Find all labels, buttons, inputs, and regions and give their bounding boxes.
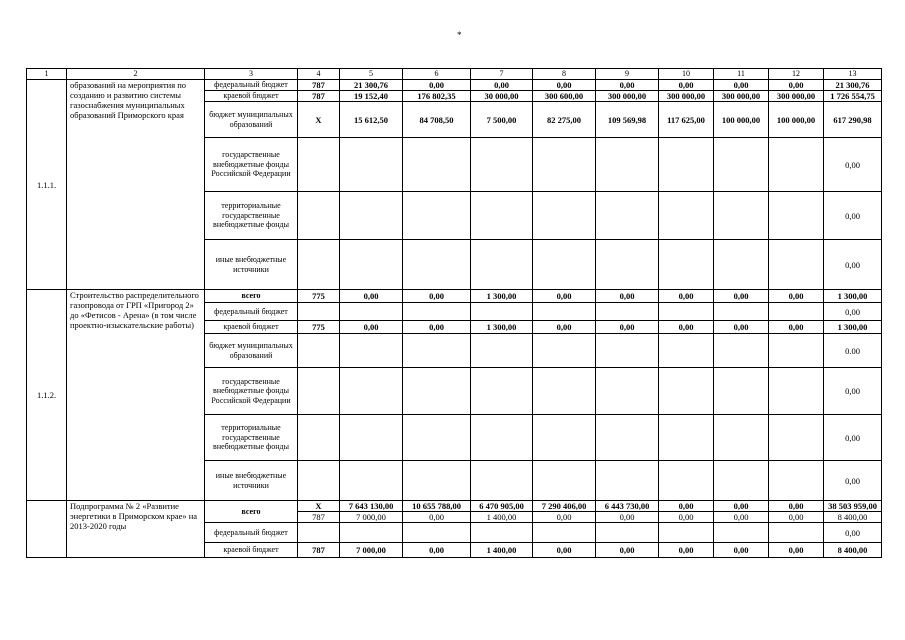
value-cell <box>340 240 403 290</box>
value-cell <box>596 138 659 192</box>
value-cell: 0,00 <box>659 543 714 558</box>
value-bottom: 1 400,00 <box>471 511 532 522</box>
value-cell <box>659 415 714 461</box>
value-cell <box>659 192 714 240</box>
funding-source: государственные внебюджетные фонды Российской Федерации <box>205 368 298 415</box>
value-bottom: 0,00 <box>533 511 595 522</box>
value-cell: 0,00 <box>824 415 882 461</box>
funding-source: иные внебюджетные источники <box>205 240 298 290</box>
value-cell: 1 300,00 <box>471 321 533 334</box>
value-cell: 300 600,00 <box>533 91 596 102</box>
value-cell <box>596 501 659 523</box>
value-cell <box>659 303 714 321</box>
value-cell <box>714 523 769 543</box>
value-cell: 0,00 <box>533 321 596 334</box>
item-name: Подпрограмма № 2 «Развитие энергетики в Приморском крае» на 2013-2020 годы <box>67 501 205 558</box>
funding-source: всего <box>205 290 298 303</box>
value-cell: 30 000,00 <box>471 91 533 102</box>
value-cell: 1 300,00 <box>471 290 533 303</box>
value-cell: 8 400,00 <box>824 543 882 558</box>
grbs-cell: X <box>298 102 340 138</box>
value-cell: 0,00 <box>714 543 769 558</box>
value-cell <box>533 523 596 543</box>
header-cell: 5 <box>340 69 403 80</box>
value-cell <box>824 501 882 523</box>
value-bottom: 0,00 <box>659 511 713 522</box>
value-cell <box>471 138 533 192</box>
header-cell: 11 <box>714 69 769 80</box>
value-cell <box>769 303 824 321</box>
value-cell: 0,00 <box>403 290 471 303</box>
header-row <box>27 69 882 80</box>
value-top: 7 643 130,00 <box>348 501 394 511</box>
value-cell: 0,00 <box>824 523 882 543</box>
value-cell <box>340 368 403 415</box>
value-bottom: 0,00 <box>769 511 823 522</box>
value-cell: 0,00 <box>596 80 659 91</box>
value-cell: 0,00 <box>403 543 471 558</box>
budget-table <box>26 68 882 558</box>
value-cell <box>340 303 403 321</box>
value-top: 6 470 905,00 <box>479 501 524 511</box>
grbs-cell: 787 <box>298 543 340 558</box>
value-cell <box>769 368 824 415</box>
value-cell: 0,00 <box>403 321 471 334</box>
value-cell: 7 500,00 <box>471 102 533 138</box>
value-cell: 0,00 <box>471 80 533 91</box>
grbs-cell <box>298 461 340 501</box>
header-cell: 2 <box>67 69 205 80</box>
grbs-cell <box>298 138 340 192</box>
value-cell <box>340 501 403 523</box>
value-cell: 100 000,00 <box>769 102 824 138</box>
table-row <box>27 290 882 303</box>
value-cell <box>714 334 769 368</box>
value-top: 10 655 788,00 <box>412 501 461 511</box>
grbs-cell: 775 <box>298 321 340 334</box>
table-body <box>27 69 882 558</box>
grbs-cell: 787 <box>298 91 340 102</box>
value-cell <box>533 501 596 523</box>
value-cell: 82 275,00 <box>533 102 596 138</box>
value-bottom: 0,00 <box>403 511 470 522</box>
value-top: X <box>315 501 322 511</box>
grbs-cell <box>298 240 340 290</box>
value-cell <box>596 334 659 368</box>
value-cell <box>403 415 471 461</box>
value-cell <box>533 461 596 501</box>
value-cell <box>471 334 533 368</box>
item-name: Строительство распределительного газопровода от ГРП «Пригород 2» до «Фетисов - Арена» (в том числе проектно-изыскательские работы) <box>67 290 205 501</box>
value-cell <box>403 303 471 321</box>
value-cell <box>533 240 596 290</box>
header-cell: 12 <box>769 69 824 80</box>
header-cell: 4 <box>298 69 340 80</box>
value-cell <box>714 415 769 461</box>
value-cell <box>659 523 714 543</box>
value-cell: 300 000,00 <box>769 91 824 102</box>
value-cell <box>714 192 769 240</box>
value-cell <box>714 461 769 501</box>
grbs-cell <box>298 192 340 240</box>
value-cell: 0,00 <box>596 321 659 334</box>
funding-source: бюджет муниципальных образований <box>205 102 298 138</box>
grbs-cell <box>298 415 340 461</box>
value-cell <box>403 501 471 523</box>
value-bottom: 787 <box>298 511 339 522</box>
value-cell <box>471 523 533 543</box>
value-cell <box>769 334 824 368</box>
value-cell: 0.00 <box>824 334 882 368</box>
value-cell <box>533 368 596 415</box>
value-cell <box>533 192 596 240</box>
value-cell <box>471 368 533 415</box>
value-cell <box>533 138 596 192</box>
value-cell: 15 612,50 <box>340 102 403 138</box>
value-cell <box>533 415 596 461</box>
value-cell: 109 569,98 <box>596 102 659 138</box>
value-cell: 100 000,00 <box>714 102 769 138</box>
value-cell: 1 300,00 <box>824 321 882 334</box>
funding-source: бюджет муниципальных образований <box>205 334 298 368</box>
value-cell: 0,00 <box>714 80 769 91</box>
header-cell: 9 <box>596 69 659 80</box>
value-cell <box>769 192 824 240</box>
value-cell <box>659 240 714 290</box>
value-cell: 7 000,00 <box>340 543 403 558</box>
value-cell: 0,00 <box>769 543 824 558</box>
value-cell <box>471 461 533 501</box>
value-cell <box>340 138 403 192</box>
value-cell <box>596 415 659 461</box>
table-row <box>27 80 882 91</box>
value-bottom: 8 400,00 <box>824 511 881 522</box>
value-cell <box>714 368 769 415</box>
grbs-cell: 775 <box>298 290 340 303</box>
value-cell <box>340 192 403 240</box>
grbs-cell <box>298 523 340 543</box>
value-cell <box>659 368 714 415</box>
value-top: 0,00 <box>733 501 749 511</box>
funding-source: федеральный бюджет <box>205 523 298 543</box>
value-cell <box>714 501 769 523</box>
funding-source: краевой бюджет <box>205 543 298 558</box>
value-cell <box>659 501 714 523</box>
value-cell <box>714 303 769 321</box>
value-cell <box>596 240 659 290</box>
value-cell: 0,00 <box>596 290 659 303</box>
value-cell: 0,00 <box>659 80 714 91</box>
value-cell: 0,00 <box>824 303 882 321</box>
funding-source: государственные внебюджетные фонды Российской Федерации <box>205 138 298 192</box>
header-cell: 6 <box>403 69 471 80</box>
header-cell: 10 <box>659 69 714 80</box>
value-cell <box>596 461 659 501</box>
value-cell: 0,00 <box>533 290 596 303</box>
value-cell: 1 726 554,75 <box>824 91 882 102</box>
value-cell: 300 000,00 <box>659 91 714 102</box>
value-cell <box>596 368 659 415</box>
value-bottom: 0,00 <box>596 511 658 522</box>
value-bottom: 0,00 <box>714 511 768 522</box>
value-cell: 0,00 <box>340 290 403 303</box>
value-cell: 117 625,00 <box>659 102 714 138</box>
value-cell <box>714 138 769 192</box>
value-cell: 0,00 <box>824 192 882 240</box>
value-cell <box>403 240 471 290</box>
value-cell: 300 000,00 <box>596 91 659 102</box>
value-cell: 617 290,98 <box>824 102 882 138</box>
funding-source: всего <box>205 501 298 523</box>
value-cell <box>471 415 533 461</box>
value-top: 0,00 <box>788 501 804 511</box>
item-code <box>27 501 67 558</box>
value-cell <box>769 415 824 461</box>
value-cell <box>340 415 403 461</box>
value-cell <box>403 334 471 368</box>
value-cell <box>769 240 824 290</box>
value-cell: 84 708,50 <box>403 102 471 138</box>
value-cell <box>659 138 714 192</box>
value-top: 0,00 <box>678 501 694 511</box>
value-cell: 0,00 <box>659 321 714 334</box>
value-cell: 0,00 <box>714 290 769 303</box>
page-mark: * <box>457 30 462 40</box>
value-top: 6 443 730,00 <box>604 501 650 511</box>
value-cell: 176 802,35 <box>403 91 471 102</box>
value-cell: 0,00 <box>824 138 882 192</box>
value-cell: 0,00 <box>659 290 714 303</box>
value-top: 38 503 959,00 <box>828 501 877 511</box>
value-cell <box>403 523 471 543</box>
value-cell <box>340 523 403 543</box>
value-cell <box>533 303 596 321</box>
grbs-cell <box>298 368 340 415</box>
value-cell: 1 400,00 <box>471 543 533 558</box>
item-code: 1.1.2. <box>27 290 67 501</box>
value-cell: 0,00 <box>533 543 596 558</box>
value-cell: 0,00 <box>403 80 471 91</box>
value-cell <box>659 461 714 501</box>
value-cell: 0,00 <box>596 543 659 558</box>
funding-source: краевой бюджет <box>205 321 298 334</box>
value-cell <box>403 138 471 192</box>
value-cell <box>769 523 824 543</box>
value-cell <box>769 501 824 523</box>
value-cell: 0,00 <box>824 368 882 415</box>
value-cell: 1 300,00 <box>824 290 882 303</box>
value-cell <box>596 523 659 543</box>
value-cell <box>403 368 471 415</box>
value-cell <box>403 192 471 240</box>
funding-source: территориальные государственные внебюджетные фонды <box>205 192 298 240</box>
header-cell: 3 <box>205 69 298 80</box>
value-cell: 0,00 <box>769 290 824 303</box>
grbs-cell <box>298 303 340 321</box>
header-cell: 7 <box>471 69 533 80</box>
value-cell: 0,00 <box>824 240 882 290</box>
value-cell: 0,00 <box>714 321 769 334</box>
value-cell <box>596 303 659 321</box>
value-cell: 0,00 <box>769 321 824 334</box>
value-cell: 300 000,00 <box>714 91 769 102</box>
header-cell: 1 <box>27 69 67 80</box>
value-cell: 21 300,76 <box>340 80 403 91</box>
value-cell <box>471 192 533 240</box>
value-cell: 0,00 <box>824 461 882 501</box>
value-cell <box>533 334 596 368</box>
table-row <box>27 501 882 523</box>
value-cell: 19 152,40 <box>340 91 403 102</box>
funding-source: федеральный бюджет <box>205 80 298 91</box>
value-cell <box>471 303 533 321</box>
grbs-cell: 787 <box>298 80 340 91</box>
value-cell <box>769 461 824 501</box>
header-cell: 8 <box>533 69 596 80</box>
value-cell <box>471 501 533 523</box>
value-cell <box>769 138 824 192</box>
value-bottom: 7 000,00 <box>340 511 402 522</box>
funding-source: краевой бюджет <box>205 91 298 102</box>
value-cell <box>596 192 659 240</box>
item-name: образований на мероприятия по созданию и развитию системы газоснабжения муниципальных образований Приморского края <box>67 80 205 290</box>
value-cell <box>340 334 403 368</box>
value-cell <box>659 334 714 368</box>
funding-source: федеральный бюджет <box>205 303 298 321</box>
funding-source: территориальные государственные внебюджетные фонды <box>205 415 298 461</box>
value-cell: 0,00 <box>340 321 403 334</box>
grbs-cell <box>298 501 340 523</box>
funding-source: иные внебюджетные источники <box>205 461 298 501</box>
value-cell: 21 300,76 <box>824 80 882 91</box>
value-cell <box>403 461 471 501</box>
value-cell <box>714 240 769 290</box>
value-cell <box>340 461 403 501</box>
value-cell: 0,00 <box>769 80 824 91</box>
value-top: 7 290 406,00 <box>541 501 587 511</box>
value-cell <box>471 240 533 290</box>
header-cell: 13 <box>824 69 882 80</box>
grbs-cell <box>298 334 340 368</box>
value-cell: 0,00 <box>533 80 596 91</box>
item-code: 1.1.1. <box>27 80 67 290</box>
